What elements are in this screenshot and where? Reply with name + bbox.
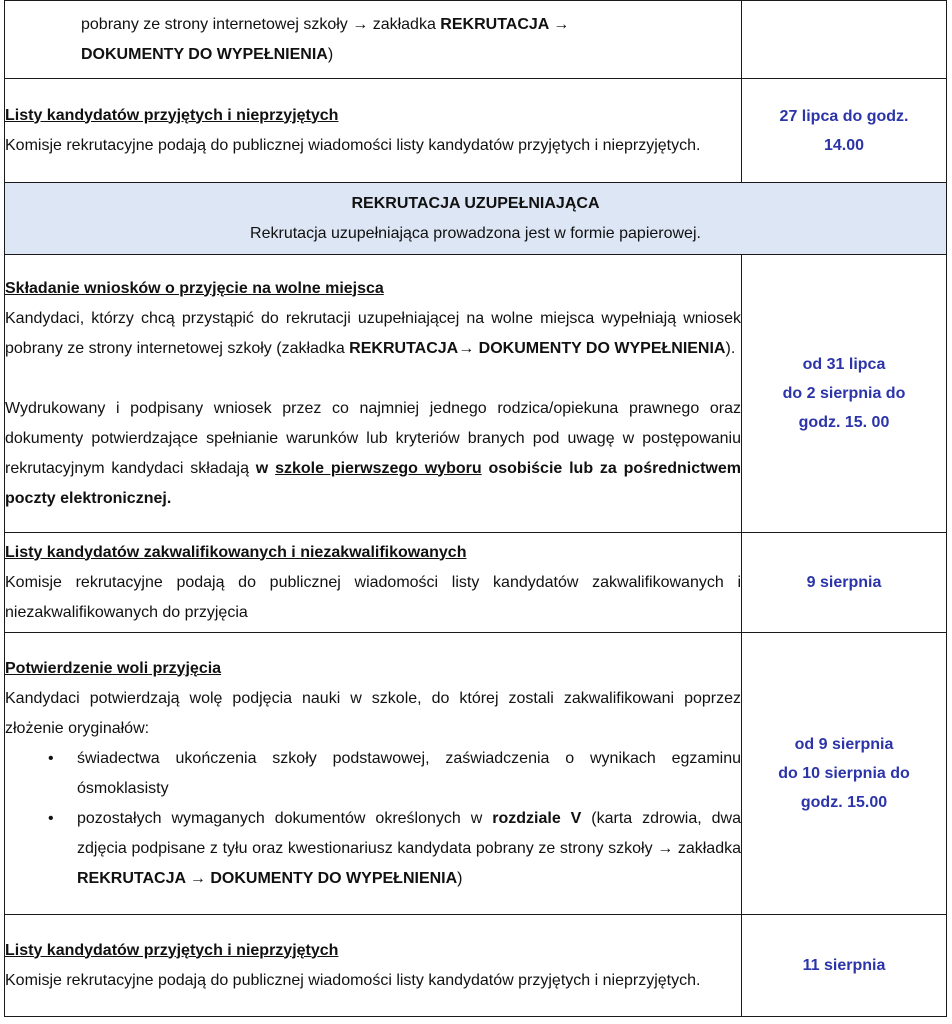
- section-text: Komisje rekrutacyjne podają do publicznej wiadomości listy kandydatów przyjętych i nieprzyjętych.: [5, 136, 701, 154]
- band-title: REKRUTACJA UZUPEŁNIAJĄCA: [351, 194, 600, 212]
- list-item: • pozostałych wymaganych dokumentów określonych w rozdziale V (karta zdrowia, dwa zdjęcia podpisane z tyłu oraz kwestionariusz kandydata pobrany ze strony szkoły → zakładka REKRUTACJA → DOKUMENTY DO WYPEŁNIENIA): [77, 804, 741, 894]
- bullet-icon: •: [48, 749, 54, 767]
- section-text: Kandydaci potwierdzają wolę podjęcia nauki w szkole, do której zostali zakwalifikowani poprzez złożenie oryginałów:: [5, 689, 741, 737]
- qualified-lists-description: [5, 533, 742, 633]
- application-submission-date: od 31 lipca do 2 sierpnia do godz. 15. 00: [742, 255, 947, 533]
- table-row-admitted-lists: [5, 79, 947, 183]
- section-title: Składanie wniosków o przyjęcie na wolne miejsca: [5, 279, 384, 297]
- continued-line1-bold: REKRUTACJA →: [440, 15, 570, 33]
- table-row-admission-confirmation: [5, 633, 947, 915]
- supplementary-recruitment-band: [5, 183, 947, 255]
- admitted-lists-date: 27 lipca do godz. 14.00: [742, 79, 947, 183]
- section-title: Listy kandydatów przyjętych i nieprzyjętych: [5, 106, 339, 124]
- table-row-final-lists: [5, 915, 947, 1017]
- section-title: Potwierdzenie woli przyjęcia: [5, 659, 222, 677]
- section-text: Komisje rekrutacyjne podają do publicznej wiadomości listy kandydatów zakwalifikowanych i niezakwalifikowanych do przyjęcia: [5, 573, 741, 621]
- table-row-supplementary-header: [5, 183, 947, 255]
- admission-confirmation-description: [5, 633, 742, 915]
- final-lists-date: 11 sierpnia: [742, 915, 947, 1017]
- continued-date-cell: [742, 1, 947, 79]
- continued-description: [5, 1, 742, 79]
- continued-line1: pobrany ze strony internetowej szkoły → zakładka: [81, 15, 436, 33]
- list-item: • świadectwa ukończenia szkoły podstawowej, zaświadczenia o wynikach egzaminu ósmoklasisty: [77, 744, 741, 804]
- section-title: Listy kandydatów przyjętych i nieprzyjętych: [5, 941, 339, 959]
- recruitment-schedule-table: [4, 0, 947, 1017]
- bullet-icon: •: [48, 809, 54, 827]
- table-row-continued: [5, 1, 947, 79]
- documents-list: [5, 744, 741, 894]
- table-row-qualified-lists: [5, 533, 947, 633]
- admission-confirmation-date: od 9 sierpnia do 10 sierpnia do godz. 15.00: [742, 633, 947, 915]
- band-subtitle: Rekrutacja uzupełniająca prowadzona jest w formie papierowej.: [250, 224, 701, 242]
- qualified-lists-date: 9 sierpnia: [742, 533, 947, 633]
- section-title: Listy kandydatów zakwalifikowanych i niezakwalifikowanych: [5, 543, 467, 561]
- continued-line2-bold: DOKUMENTY DO WYPEŁNIENIA: [81, 45, 328, 63]
- application-submission-description: Składanie wniosków o przyjęcie na wolne miejsca Kandydaci, którzy chcą przystąpić do rekrutacji uzupełniającej na wolne miejsca wypełniają wniosek pobrany ze strony internetowej szkoły (zakładka REKRUTACJA→ DOKUMENTY DO WYPEŁNIENIA). Wydrukowany i podpisany wniosek przez co najmniej jednego rodzica/opiekuna prawnego oraz dokumenty potwierdzające spełnianie warunków lub kryteriów branych pod uwagę w postępowaniu rekrutacyjnym kandydaci składają w szkole pierwszego wyboru osobiście lub za pośrednictwem poczty elektronicznej.: [5, 255, 742, 533]
- admitted-lists-description: [5, 79, 742, 183]
- section-text: Komisje rekrutacyjne podają do publicznej wiadomości listy kandydatów przyjętych i nieprzyjętych.: [5, 971, 701, 989]
- table-row-application-submission: [5, 255, 947, 533]
- final-lists-description: [5, 915, 742, 1017]
- continued-line2-end: ): [327, 45, 334, 63]
